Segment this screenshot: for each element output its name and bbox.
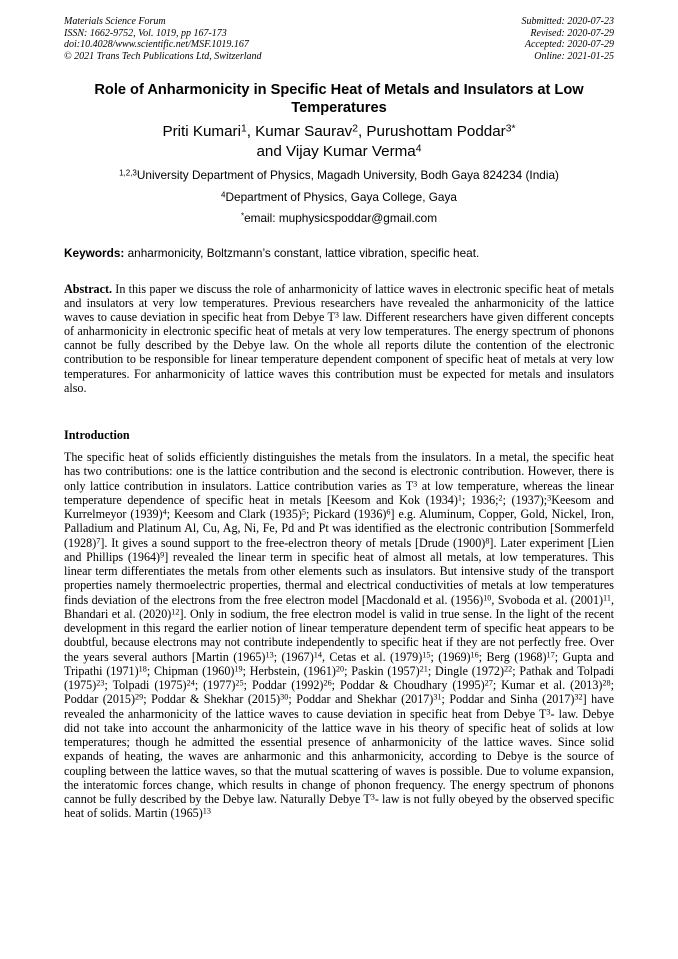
reference-number: 25 (235, 678, 244, 688)
reference-number: 13 (202, 806, 211, 816)
reference-number: 3 (413, 478, 418, 488)
reference-number: 22 (504, 664, 513, 674)
introduction-text: ] revealed the linear term in specific heat of almost all metals, at low temperatures. This linear term differentiates the metals from other elements such as insulators. But intensive study of the transport properties namely thermoelectric properties, thermal and electrical conductivities of metals at low temperatures finds deviation of the electrons from the free electron model [Macdonald et al. (1956) (64, 549, 614, 607)
accepted-date: Accepted: 2020-07-29 (524, 39, 614, 51)
email-text: email: muphysicspoddar@gmail.com (244, 211, 438, 225)
reference-number: 31 (433, 692, 442, 702)
reference-number: 20 (335, 664, 345, 674)
reference-number: 9 (160, 550, 165, 560)
introduction-text: ; Berg (1968) (478, 649, 547, 664)
introduction-text: ]. Only in sodium, the free electron model is valid in true sense. In the light of the recent development in this regard the earlier notion of linear temperature dependent term of specific heat appears to be doubtful, because electrons may not contribute independently to specific heat if they are not perfectly free. Over the years several authors [Martin (1965) (64, 606, 615, 664)
author-name: and Vijay Kumar Verma (256, 143, 416, 160)
author-name: , Kumar Saurav (246, 123, 353, 140)
introduction-text: ]. Later experiment [Lien and Phillips (1964) (64, 535, 614, 564)
reference-number: 7 (96, 535, 101, 545)
introduction-text: ; Pickard (1936) (306, 507, 387, 521)
issn-line: ISSN: 1662-9752, Vol. 1019, pp 167-173 (64, 27, 227, 39)
introduction-text: ; (1967) (273, 649, 314, 664)
introduction-text: at low temperature, whereas the linear temperature dependence of specific heat in metals [Keesom and Kok (1934) (64, 478, 615, 507)
author-affiliation-mark: 4 (415, 143, 422, 155)
reference-number: 5 (301, 507, 307, 517)
introduction-text: Keesom and Kurrelmeyor (1939) (64, 492, 614, 521)
reference-number: 3 (370, 792, 375, 802)
introduction-text: ; Poddar and Sinha (2017) (441, 692, 575, 707)
reference-number: 10 (483, 592, 492, 602)
introduction-text: ] e.g. Aluminum, Copper, Gold, Nickel, Iron, Palladium and Platinum Al, Cu, Ag, Ni, Fe, Pd and Pt was identified as the electronic contribution [Sommerfeld (1928) (64, 507, 615, 550)
reference-number: 17 (546, 649, 555, 659)
introduction-text: ; Tolpadi (1975) (104, 678, 187, 692)
reference-number: 15 (422, 649, 431, 659)
reference-number: 4 (162, 507, 167, 517)
reference-number: 12 (171, 607, 180, 617)
reference-number: 29 (135, 692, 144, 702)
introduction-text: ; Pathak and Tolpadi (1975) (64, 663, 614, 692)
keywords-label: Keywords: (64, 246, 125, 260)
author-affiliation-mark: 1 (240, 123, 247, 135)
introduction-text: ; Poddar (1992) (243, 678, 324, 692)
author-affiliation-mark: 3* (505, 123, 516, 135)
introduction-text: ; (1977) (194, 678, 236, 692)
reference-number: 23 (96, 678, 105, 688)
introduction-text: ; Poddar & Shekhar (2015) (143, 692, 281, 707)
copyright-line: © 2021 Trans Tech Publications Ltd, Switzerland (64, 50, 262, 62)
author-line-1 (64, 122, 614, 142)
affiliation-2 (64, 190, 614, 204)
introduction-text: ; (1937); (502, 492, 548, 507)
publication-dates (522, 16, 615, 62)
introduction-text: ; Herbstein, (1961) (242, 663, 336, 678)
reference-number: 26 (323, 678, 332, 688)
introduction-text: ] have revealed the anharmonicity of the lattice waves to cause deviation in specific heat from Debye T (64, 692, 614, 721)
reference-number: 11 (603, 592, 611, 602)
introduction-text: ; (1969) (430, 649, 471, 664)
abstract-text: In this paper we discuss the role of anharmonicity of lattice waves in electronic specific heat of metals and insulators at very low temperatures. Previous researchers have revealed the anharmonicity of the lattice waves to cause deviation in specific heat from Debye T (64, 282, 614, 325)
introduction-text: ; Dingle (1972) (427, 663, 504, 678)
reference-number: 13 (265, 649, 274, 659)
introduction-text: , Bhandari et al. (2020) (64, 592, 614, 621)
reference-number: 32 (574, 692, 583, 702)
submitted-date: Submitted: 2020-07-23 (521, 16, 614, 27)
author-name: Priti Kumari (162, 123, 241, 140)
author-affiliation-mark: 2 (352, 123, 358, 135)
reference-number: 3 (546, 706, 551, 716)
journal-info (64, 16, 262, 62)
superscript: 3 (334, 310, 340, 320)
introduction-text: ]. It gives a sound support to the free-electron theory of metals [Drude (1900) (100, 535, 486, 550)
affiliation-mark: 1,2,3 (119, 168, 137, 178)
introduction-text: ; Poddar and Shekhar (2017) (288, 692, 434, 707)
affiliation-text: Department of Physics, Gaya College, Gaya (225, 190, 457, 204)
abstract-text: law. Different researchers have given different concepts of anharmonicity in electronic specific heat of metals at very low temperatures. The energy spectrum of phonons cannot be fully described by the Debye law. On the whole all reports dilute the contention of the electronic contribution to be responsible for linear temperature dependent component of specific heat of metals at very low temperatures. For anharmonicity of lattice waves this contribution must be expected for metals and insulators also. (64, 310, 614, 395)
author-line-2 (64, 142, 614, 162)
introduction-text: - law is not fully obeyed by the observed specific heat of solids. Martin (1965) (64, 792, 614, 821)
reference-number: 6 (386, 507, 391, 517)
abstract-label: Abstract. (64, 282, 113, 296)
reference-number: 21 (419, 664, 428, 674)
journal-name: Materials Science Forum (64, 16, 166, 27)
author-name: , Purushottam Poddar (357, 123, 506, 140)
introduction-text: The specific heat of solids efficiently distinguishes the metals from the insulators. In a metal, the specific heat has two contributions: one is the lattice contribution and the second is electronic contribution. However, there is only lattice contribution in insulators. Lattice contribution varies as T (64, 450, 614, 493)
reference-number: 27 (484, 678, 493, 688)
reference-number: 1 (457, 493, 462, 503)
affiliation-1 (64, 168, 614, 182)
introduction-text: ; Paskin (1957) (344, 663, 420, 678)
revised-date: Revised: 2020-07-29 (530, 27, 614, 39)
reference-number: 18 (138, 664, 147, 674)
affiliation-text: University Department of Physics, Magadh University, Bodh Gaya 824234 (India) (136, 168, 559, 182)
reference-number: 28 (602, 678, 611, 688)
online-date: Online: 2021-01-25 (534, 50, 614, 62)
reference-number: 14 (313, 649, 322, 659)
section-heading: Introduction (64, 428, 130, 442)
keywords-text: anharmonicity, Boltzmann’s constant, lattice vibration, specific heat. (127, 246, 480, 260)
email-mark: * (240, 211, 245, 221)
author-list (64, 122, 614, 162)
introduction-text: , Cetas et al. (1979) (321, 649, 423, 664)
corresponding-email (64, 211, 614, 225)
introduction-body (64, 450, 614, 821)
affiliation-mark: 4 (221, 190, 226, 200)
introduction-text: ; Poddar (2015) (64, 678, 615, 707)
reference-number: 19 (234, 664, 243, 674)
reference-number: 2 (498, 493, 503, 503)
keywords (64, 246, 614, 260)
reference-number: 30 (280, 692, 289, 702)
introduction-text: ; Kumar et al. (2013) (492, 678, 603, 692)
introduction-text: ; 1936; (461, 492, 499, 507)
introduction-text: - law. Debye did not take into account the anharmonicity of the lattice wave in his theory of specific heat of solids at low temperatures; though he admitted the essential presence of anharmonicity of the lattice waves. Since solid expands of heating, the waves are anharmonic and this anharmonicity, according to Debye is the source of coupling between the lattice waves, so that the mutual scattering of waves is possible. Due to volume expansion, the interatomic forces change, which results in change of phonon frequency. The energy spectrum of phonons cannot be fully described by the Debye law. Naturally Debye T (64, 706, 614, 806)
reference-number: 24 (186, 678, 195, 688)
doi-line: doi:10.4028/www.scientific.net/MSF.1019.167 (64, 39, 249, 51)
paper-title: Role of Anharmonicity in Specific Heat of Metals and Insulators at Low Temperatures (94, 82, 584, 116)
introduction-text: ; Poddar & Choudhary (1995) (331, 678, 485, 692)
introduction-text: ; Chipman (1960) (146, 663, 235, 678)
reference-number: 16 (470, 649, 479, 659)
reference-number: 3 (547, 493, 552, 503)
introduction-text: ; Keesom and Clark (1935) (166, 507, 302, 521)
introduction-text: , Svoboda et al. (2001) (491, 592, 604, 607)
introduction-text: ; Gupta and Tripathi (1971) (64, 649, 614, 678)
abstract (64, 282, 614, 395)
reference-number: 8 (485, 535, 490, 545)
